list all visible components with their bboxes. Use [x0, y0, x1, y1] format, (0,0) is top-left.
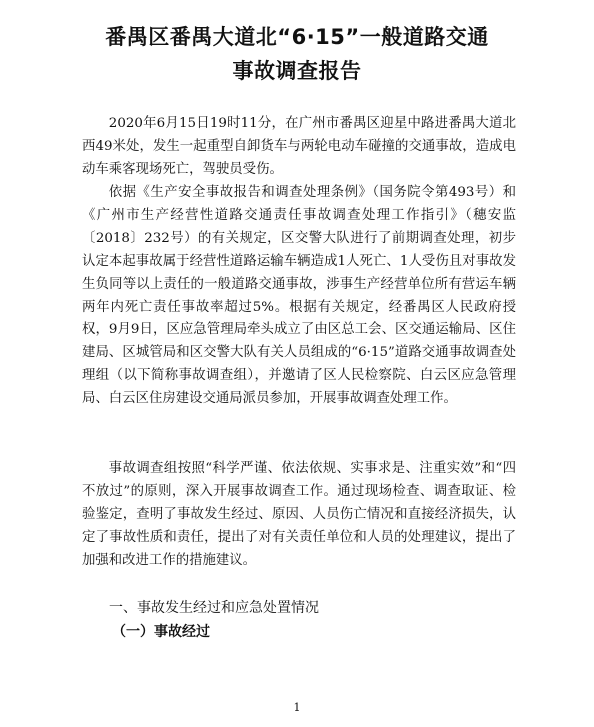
paragraph-3-block [82, 458, 516, 573]
paragraph-2: 依据《生产安全事故报告和调查处理条例》（国务院令第493号）和《广州市生产经营性道路交通责任事故调查处理工作指引》（穗安监〔2018〕232号）的有关规定，区交警大队进行了前期调查处理，初步认定本起事故属于经营性道路运输车辆造成1人死亡、1人受伤且对事故发生负同等以上责任的一般道路交通事故，涉事生产经营单位所有营运车辆两年内死亡责任事故率超过5%。根据有关规定，经番禺区人民政府授权，9月9日，区应急管理局牵头成立了由区总工会、区交通运输局、区住建局、区城管局和区交警大队有关人员组成的“6·15”道路交通事故调查处理组（以下简称事故调查组），并邀请了区人民检察院、白云区应急管理局、白云区住房建设交通局派员参加，开展事故调查处理工作。 [82, 185, 516, 407]
report-title-line-2: 事故调查报告 [232, 59, 362, 83]
report-title-line-1: 番禺区番禺大道北“6·15”一般道路交通 [105, 25, 489, 49]
subsection-heading: （一）事故经过 [112, 624, 210, 640]
paragraph-1-block [82, 113, 516, 182]
section-heading: 一、事故发生经过和应急处置情况 [109, 600, 319, 616]
paragraph-3: 事故调查组按照“科学严谨、依法依规、实事求是、注重实效”和“四不放过”的原则，深入开展事故调查工作。通过现场检查、调查取证、检验鉴定，查明了事故发生经过、原因、人员伤亡情况和直接经济损失，认定了事故性质和责任，提出了对有关责任单位和人员的处理建议，提出了加强和改进工作的措施建议。 [82, 461, 516, 568]
paragraph-1: 2020年6月15日19时11分，在广州市番禺区迎星中路进番禺大道北西49米处，发生一起重型自卸货车与两轮电动车碰撞的交通事故，造成电动车乘客现场死亡，驾驶员受伤。 [82, 116, 516, 177]
page-number: 1 [293, 701, 301, 714]
paragraph-2-block [82, 182, 516, 411]
